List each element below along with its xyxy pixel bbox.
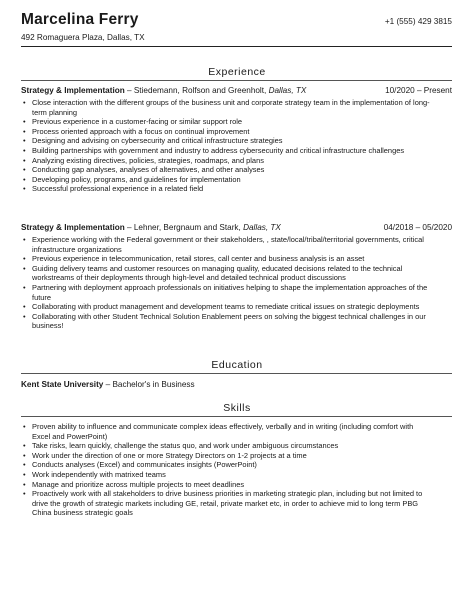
job-location: Dallas, TX bbox=[243, 223, 281, 232]
job-header bbox=[21, 223, 452, 234]
job-bullet-list bbox=[21, 235, 431, 331]
list-item: • Guiding delivery teams and customer resources on managing quality, educated decisions related to the technical workstreams of their deployments through high-level and detailed technical product discussions bbox=[21, 264, 431, 283]
list-item: • Proactively work with all stakeholders to drive business priorities in marketing strategic plan, including but not limited to drive the growth of strategic markets including GE, retail, private market etc, in order to achieve mid to long term PBG China business strategic goals bbox=[21, 489, 431, 518]
list-item: • Work independently with matrixed teams bbox=[21, 470, 431, 480]
company-name: Lehner, Bergnaum and Stark, bbox=[133, 223, 244, 232]
skills-divider bbox=[21, 416, 452, 417]
job-location: Dallas, TX bbox=[268, 86, 307, 95]
job-title: Strategy & Implementation bbox=[21, 86, 125, 95]
job-title: Strategy & Implementation bbox=[21, 223, 125, 232]
list-item: • Building partnerships with government and industry to address cybersecurity and critical infrastructure challenges bbox=[21, 146, 431, 156]
list-item: • Previous experience in telecommunication, retail stores, call center and business analysis is an asset bbox=[21, 254, 431, 264]
job-dates: 04/2018 – 05/2020 bbox=[383, 223, 452, 232]
list-item: • Conducting gap analyses, analyses of alternatives, and other analyses bbox=[21, 165, 431, 175]
list-item: • Conducts analyses (Excel) and communicates insights (PowerPoint) bbox=[21, 460, 431, 470]
education-heading: Education bbox=[211, 359, 263, 371]
job-separator: – bbox=[124, 86, 134, 95]
list-item: • Analyzing existing directives, policies, strategies, roadmaps, and plans bbox=[21, 156, 431, 166]
list-item: • Successful professional experience in a related field bbox=[21, 184, 431, 194]
list-item: • Proven ability to influence and communicate complex ideas effectively, verbally and in writing (including comfort with Excel and PowerPoint) bbox=[21, 422, 431, 441]
list-item: • Designing and advising on cybersecurity and critical infrastructure strategies bbox=[21, 136, 431, 146]
list-item: • Manage and prioritize across multiple projects to meet deadlines bbox=[21, 480, 431, 490]
list-item: • Process oriented approach with a focus on continual improvement bbox=[21, 127, 431, 137]
list-item: • Collaborating with product management and development teams to remediate critical issues on strategic deployments bbox=[21, 302, 431, 312]
education-divider bbox=[21, 373, 452, 374]
job-header bbox=[21, 86, 452, 97]
company-name: Stiedemann, Rolfson and Greenholt, bbox=[133, 86, 269, 95]
candidate-name: Marcelina Ferry bbox=[21, 11, 139, 28]
job-separator: – bbox=[124, 223, 134, 232]
education-separator: – bbox=[103, 380, 113, 389]
experience-divider bbox=[21, 80, 452, 81]
skills-heading: Skills bbox=[223, 402, 251, 414]
list-item: • Developing policy, programs, and guidelines for implementation bbox=[21, 175, 431, 185]
list-item: • Work under the direction of one or more Strategy Directors on 1-2 projects at a time bbox=[21, 451, 431, 461]
list-item: • Take risks, learn quickly, challenge the status quo, and work under ambiguous circumstances bbox=[21, 441, 431, 451]
list-item: • Partnering with deployment approach professionals on initiatives helping to shape the implementation approaches of the future bbox=[21, 283, 431, 302]
address: 492 Romaguera Plaza, Dallas, TX bbox=[21, 33, 145, 42]
school-name: Kent State University bbox=[21, 380, 104, 389]
list-item: • Close interaction with the different groups of the business unit and corporate strategy team in the implementation of long-term planning bbox=[21, 98, 431, 117]
experience-heading: Experience bbox=[208, 66, 266, 78]
education-entry bbox=[21, 380, 195, 389]
list-item: • Previous experience in a customer-facing or similar support role bbox=[21, 117, 431, 127]
phone-number: +1 (555) 429 3815 bbox=[384, 17, 452, 26]
header-divider bbox=[21, 46, 452, 47]
list-item: • Collaborating with other Student Technical Solution Enablement peers on solving the biggest technical challenges in our business! bbox=[21, 312, 431, 331]
skills-bullet-list bbox=[21, 422, 431, 518]
degree: Bachelor's in Business bbox=[112, 380, 195, 389]
job-dates: 10/2020 – Present bbox=[385, 86, 452, 95]
list-item: • Experience working with the Federal government or their stakeholders, , state/local/tribal/territorial governments, critical infrastructure organizations bbox=[21, 235, 431, 254]
job-bullet-list bbox=[21, 98, 431, 194]
